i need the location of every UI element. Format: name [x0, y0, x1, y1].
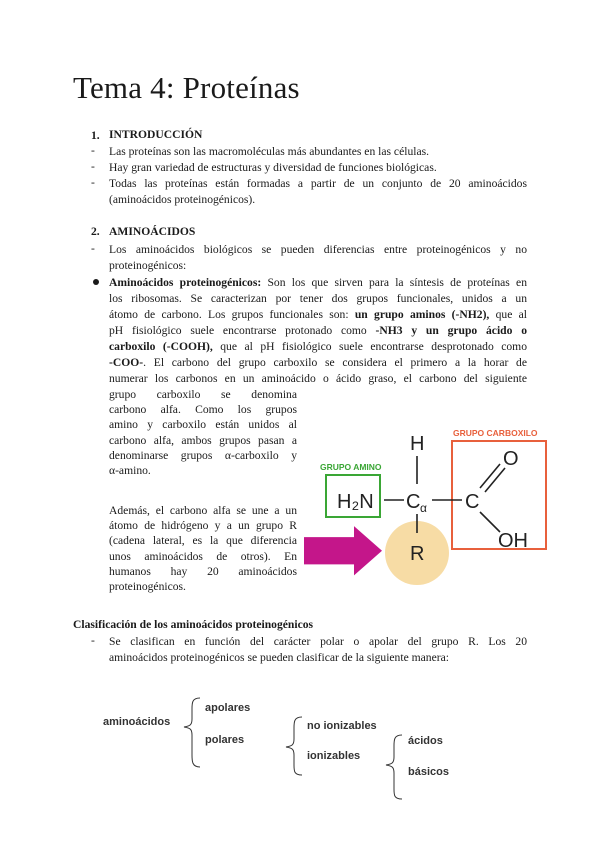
tree-acidos: ácidos: [408, 735, 443, 747]
amino-h2n: H₂N: [337, 491, 374, 513]
bullet-line-3: [109, 307, 527, 322]
left-col-line: grupo carboxilo se denomina: [109, 388, 297, 401]
aminoacid-intro-line-1: Los aminoácidos biológicos se pueden diferencias entre proteinogénicos y no: [109, 243, 527, 256]
brace-level-2: [286, 717, 302, 775]
tree-no-ionizables: no ionizables: [307, 720, 377, 732]
bullet-line-1-text: Son los que sirven para la síntesis de proteínas en: [261, 276, 527, 289]
bullet-line-7: numerar los carbonos en un aminoácido o ácido graso, el carbono del siguiente: [109, 372, 527, 385]
left-column-2: [109, 503, 297, 594]
left-col-line: α-amino.: [109, 464, 151, 478]
left-col-line: humanos hay 20 aminoácidos: [109, 564, 297, 578]
section-1-number: 1.: [91, 129, 100, 142]
aminoacid-intro-line-2: proteinogénicos:: [109, 259, 187, 272]
bullet-line-6: [109, 355, 527, 370]
tree-braces: [180, 695, 420, 805]
bullet-line-5: [109, 339, 527, 354]
hydrogen-atom: H: [410, 433, 425, 455]
bullet-line-4-bold: -NH3 y un grupo ácido o: [375, 324, 528, 337]
bullet-line-1: [109, 275, 527, 290]
amino-group-label: GRUPO AMINO: [320, 462, 382, 472]
bullet-line-3-a: átomo de carbono. Los grupos funcionales son:: [109, 308, 355, 321]
carboxyl-carbon: C: [465, 491, 480, 513]
intro-item-2: Hay gran variedad de estructuras y diversidad de funciones biológicas.: [109, 161, 437, 174]
r-group-label: R: [410, 543, 425, 565]
left-col-line: átomo de hidrógeno y a un grupo R: [109, 519, 297, 533]
bullet-line-5-text: que al pH fisiológico suele encontrarse desprotonado como: [212, 340, 527, 353]
bond-o-double-1: [480, 464, 500, 488]
tree-apolares: apolares: [205, 702, 251, 714]
bullet-line-6-bold: -COO-: [109, 356, 144, 369]
dash-marker: -: [91, 144, 95, 157]
alpha-carbon: C: [406, 491, 421, 513]
classification-line-1: Se clasifican en función del carácter polar o apolar del grupo R. Los 20: [109, 635, 527, 648]
dash-marker: -: [91, 160, 95, 173]
left-col-line: unos aminoácidos de otros). En: [109, 549, 297, 563]
oxygen-atom: O: [503, 448, 519, 470]
bullet-dot: [93, 279, 99, 285]
bond-o-double-2: [485, 468, 505, 492]
brace-level-1: [184, 698, 200, 767]
bullet-line-4-a: pH fisiológico suele encontrarse protonado como: [109, 324, 376, 337]
brace-level-3: [386, 735, 402, 799]
section-1-heading: INTRODUCCIÓN: [109, 128, 203, 141]
left-col-line: denominarse grupos α-carboxilo y: [109, 448, 297, 462]
dash-marker: -: [91, 634, 95, 647]
page-title: Tema 4: Proteínas: [73, 70, 300, 105]
carboxyl-group-label: GRUPO CARBOXILO: [453, 428, 538, 438]
bond-oh: [480, 512, 500, 532]
left-col-line: Además, el carbono alfa se une a un: [109, 504, 297, 517]
bullet-line-3-bold: un grupo aminos (-NH2),: [354, 308, 490, 321]
bullet-line-4: [109, 323, 527, 338]
bullet-line-2: los ribosomas. Se caracterizan por tener dos grupos funcionales, unidos a un: [109, 292, 527, 305]
amino-acid-structure-diagram: [300, 420, 560, 600]
dash-marker: -: [91, 242, 95, 255]
intro-item-1: Las proteínas son las macromoléculas más abundantes en las células.: [109, 145, 430, 158]
left-col-line: proteinogénicos.: [109, 580, 186, 594]
intro-item-3-cont: (aminoácidos proteinogénicos).: [109, 193, 256, 206]
hydroxyl-group: OH: [498, 530, 528, 552]
tree-ionizables: ionizables: [307, 750, 361, 762]
left-col-line: carbono alfa. Como los grupos: [109, 403, 297, 417]
left-col-line: amino y carboxilo están unidos al: [109, 418, 297, 432]
left-col-line: carbono alfa, ambos grupos pasan a: [109, 433, 297, 447]
tree-polares: polares: [205, 734, 245, 746]
tree-basicos: básicos: [408, 766, 449, 778]
bullet-line-3-c: que al: [489, 308, 528, 321]
tree-root-aminoacidos: aminoácidos: [103, 716, 171, 728]
bullet-line-6-text: . El carbono del grupo carboxilo se considera el primero a la horar de: [143, 356, 527, 369]
intro-item-3: Todas las proteínas están formadas a partir de un conjunto de 20 aminoácidos: [109, 177, 527, 190]
section-2-number: 2.: [91, 225, 100, 238]
alpha-symbol: α: [420, 501, 427, 515]
dash-marker: -: [91, 176, 95, 189]
bullet-bold-term: Aminoácidos proteinogénicos:: [109, 276, 262, 289]
classification-line-2: aminoácidos proteinogénicos se pueden clasificar de la siguiente manera:: [109, 651, 449, 664]
left-column-1: [109, 387, 297, 478]
section-2-heading: AMINOÁCIDOS: [109, 225, 196, 238]
left-col-line: (cadena lateral, es la que diferencia: [109, 534, 297, 548]
arrow-icon: [304, 526, 382, 575]
bullet-line-5-bold: carboxilo (-COOH),: [109, 340, 213, 353]
classification-heading: Clasificación de los aminoácidos proteinogénicos: [73, 618, 314, 631]
